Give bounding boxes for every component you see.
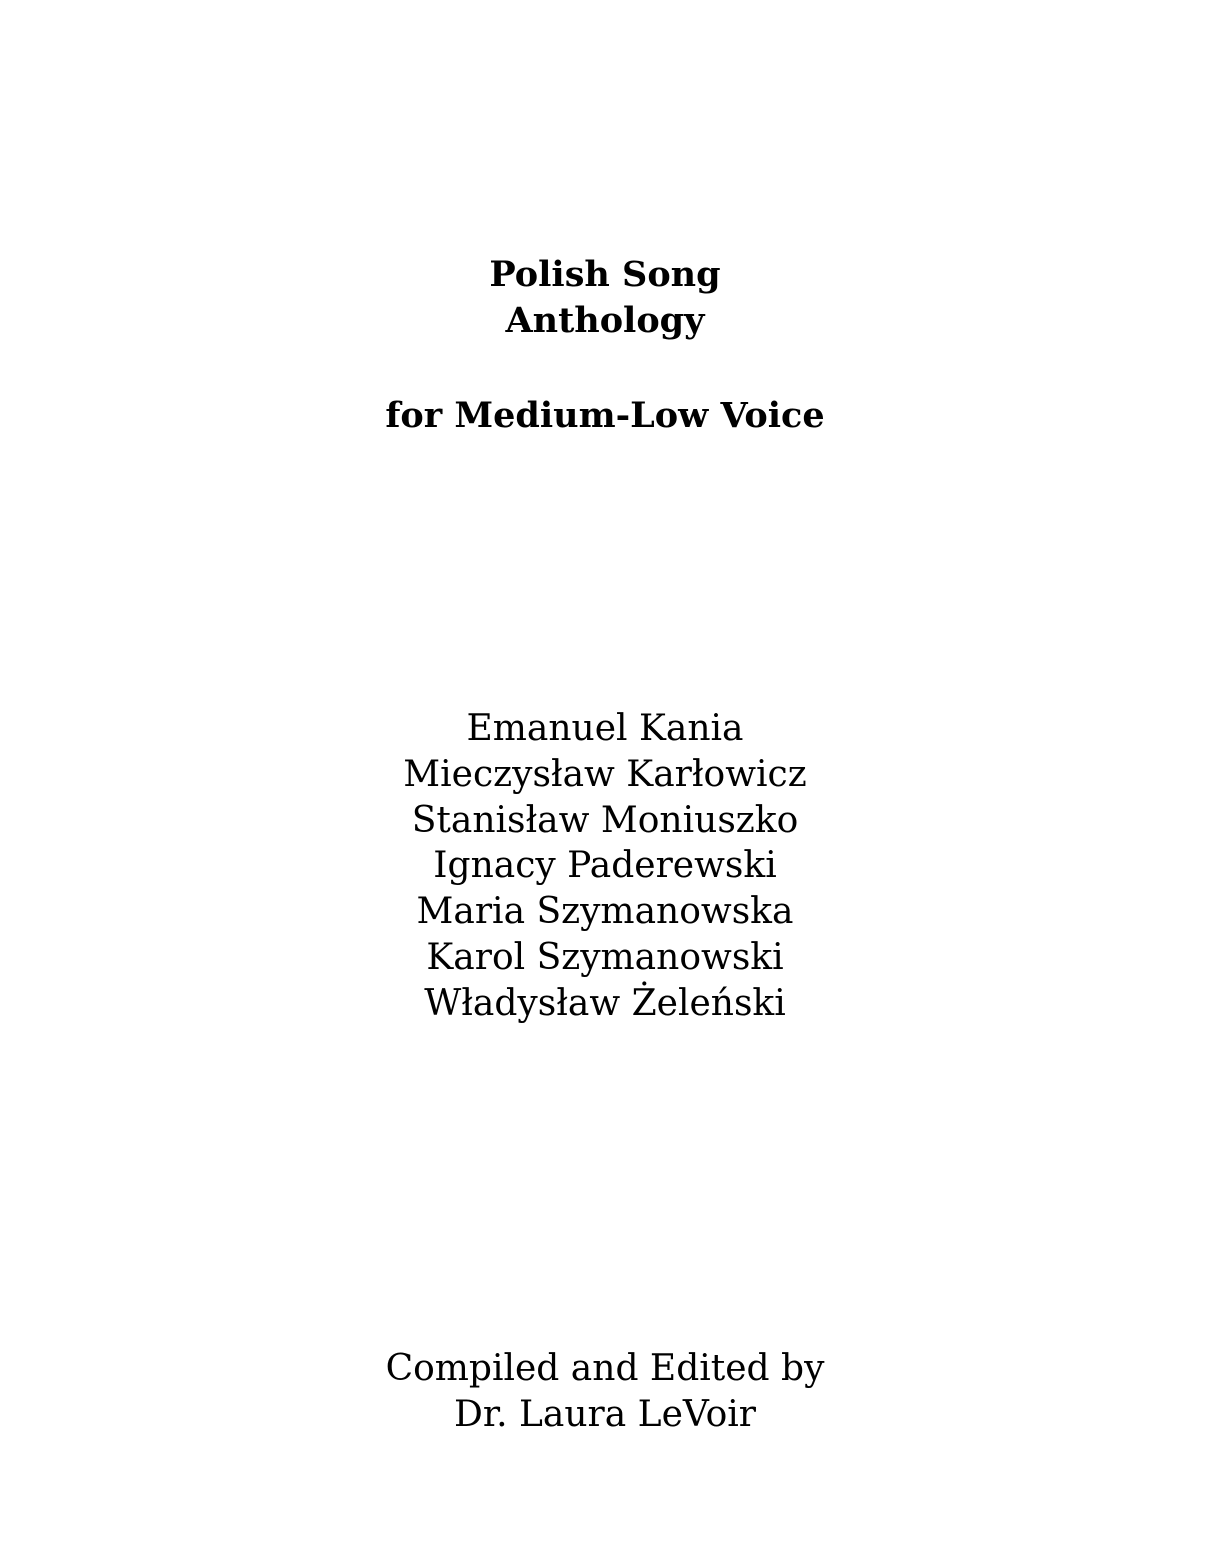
composer-name: Stanisław Moniuszko <box>411 799 799 841</box>
composer-name: Emanuel Kania <box>466 708 744 749</box>
credit-line-compiled: Compiled and Edited by <box>385 1348 825 1389</box>
book-subtitle: for Medium-Low Voice <box>385 395 825 436</box>
composer-list <box>0 706 1210 1027</box>
credit-line-editor: Dr. Laura LeVoir <box>454 1394 756 1435</box>
composer-name: Karol Szymanowski <box>426 936 784 978</box>
composer-name: Mieczysław Karłowicz <box>403 753 807 795</box>
book-title <box>0 252 1210 344</box>
title-line-1: Polish Song <box>489 254 721 295</box>
composer-name: Władysław Żeleński <box>424 982 786 1024</box>
title-line-2: Anthology <box>505 300 705 341</box>
editor-credit <box>0 1346 1210 1438</box>
composer-name: Ignacy Paderewski <box>433 845 777 887</box>
composer-name: Maria Szymanowska <box>416 891 794 933</box>
